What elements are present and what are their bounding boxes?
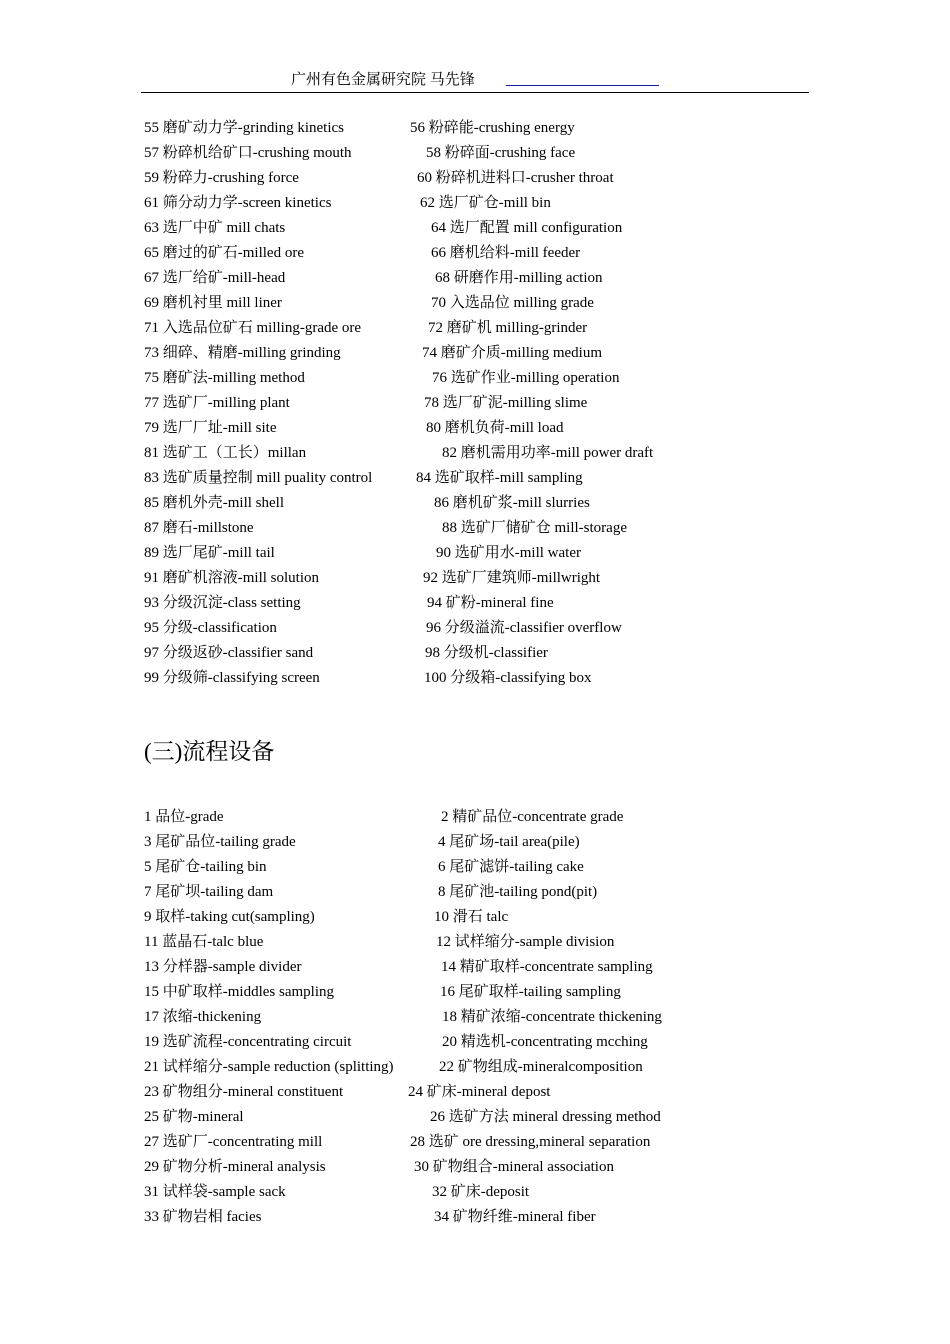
term-right: 4 尾矿场-tail area(pile)	[438, 834, 580, 850]
term-left: 29 矿物分析-mineral analysis	[144, 1159, 326, 1175]
term-right: 72 磨矿机 milling-grinder	[428, 320, 588, 336]
header-underline	[506, 85, 659, 86]
term-right: 78 选厂矿泥-milling slime	[424, 395, 588, 411]
term-right: 80 磨机负荷-mill load	[426, 420, 564, 436]
term-left: 61 筛分动力学-screen kinetics	[144, 195, 332, 211]
term-row	[0, 1030, 950, 1055]
term-left: 87 磨石-millstone	[144, 520, 254, 536]
term-right: 2 精矿品位-concentrate grade	[441, 809, 624, 825]
term-right: 68 研磨作用-milling action	[435, 270, 603, 286]
term-row	[0, 1155, 950, 1180]
term-row	[0, 391, 950, 416]
term-row	[0, 366, 950, 391]
term-row	[0, 266, 950, 291]
term-right: 84 选矿取样-mill sampling	[416, 470, 583, 486]
term-right: 8 尾矿池-tailing pond(pit)	[438, 884, 598, 900]
term-row	[0, 980, 950, 1005]
term-left: 73 细碎、精磨-milling grinding	[144, 345, 341, 361]
term-left: 63 选厂中矿 mill chats	[144, 220, 286, 236]
term-row	[0, 1055, 950, 1080]
term-right: 12 试样缩分-sample division	[436, 934, 615, 950]
term-row	[0, 466, 950, 491]
term-left: 93 分级沉淀-class setting	[144, 595, 301, 611]
term-left: 59 粉碎力-crushing force	[144, 170, 299, 186]
term-row	[0, 880, 950, 905]
term-right: 64 选厂配置 mill configuration	[431, 220, 623, 236]
term-row	[0, 241, 950, 266]
term-row	[0, 1105, 950, 1130]
term-left: 81 选矿工（工长）millan	[144, 445, 307, 461]
term-right: 26 选矿方法 mineral dressing method	[430, 1109, 661, 1125]
term-row	[0, 116, 950, 141]
term-right: 86 磨机矿浆-mill slurries	[434, 495, 590, 511]
term-right: 76 选矿作业-milling operation	[432, 370, 620, 386]
term-row	[0, 930, 950, 955]
term-left: 91 磨矿机溶液-mill solution	[144, 570, 320, 586]
term-left: 19 选矿流程-concentrating circuit	[144, 1034, 352, 1050]
term-row	[0, 1005, 950, 1030]
term-row	[0, 666, 950, 691]
term-row	[0, 830, 950, 855]
term-right: 22 矿物组成-mineralcomposition	[439, 1059, 643, 1075]
term-right: 34 矿物纤维-mineral fiber	[434, 1209, 596, 1225]
term-row	[0, 516, 950, 541]
term-right: 82 磨机需用功率-mill power draft	[442, 445, 654, 461]
term-right: 18 精矿浓缩-concentrate thickening	[442, 1009, 662, 1025]
term-left: 69 磨机衬里 mill liner	[144, 295, 282, 311]
term-right: 14 精矿取样-concentrate sampling	[441, 959, 653, 975]
term-row	[0, 191, 950, 216]
term-row	[0, 416, 950, 441]
term-left: 99 分级筛-classifying screen	[144, 670, 320, 686]
term-row	[0, 566, 950, 591]
section-title: (三)流程设备	[144, 739, 275, 764]
header-text: 广州有色金属研究院 马先锋	[291, 72, 475, 88]
term-right: 6 尾矿滤饼-tailing cake	[438, 859, 584, 875]
term-right: 94 矿粉-mineral fine	[427, 595, 554, 611]
term-right: 30 矿物组合-mineral association	[414, 1159, 614, 1175]
term-left: 11 蓝晶石-talc blue	[144, 934, 264, 950]
term-left: 23 矿物组分-mineral constituent	[144, 1084, 344, 1100]
term-right: 58 粉碎面-crushing face	[426, 145, 576, 161]
term-left: 9 取样-taking cut(sampling)	[144, 909, 315, 925]
term-left: 71 入选品位矿石 milling-grade ore	[144, 320, 362, 336]
term-left: 97 分级返砂-classifier sand	[144, 645, 314, 661]
term-row	[0, 955, 950, 980]
term-left: 89 选厂尾矿-mill tail	[144, 545, 275, 561]
term-row	[0, 316, 950, 341]
term-right: 62 选厂矿仓-mill bin	[420, 195, 551, 211]
term-right: 66 磨机给料-mill feeder	[431, 245, 581, 261]
term-row	[0, 1080, 950, 1105]
term-row	[0, 216, 950, 241]
term-left: 3 尾矿品位-tailing grade	[144, 834, 296, 850]
term-row	[0, 341, 950, 366]
term-row	[0, 641, 950, 666]
term-right: 60 粉碎机进料口-crusher throat	[417, 170, 614, 186]
term-row	[0, 805, 950, 830]
term-row	[0, 591, 950, 616]
term-right: 96 分级溢流-classifier overflow	[426, 620, 622, 636]
term-right: 90 选矿用水-mill water	[436, 545, 581, 561]
term-left: 31 试样袋-sample sack	[144, 1184, 286, 1200]
term-left: 17 浓缩-thickening	[144, 1009, 262, 1025]
term-left: 15 中矿取样-middles sampling	[144, 984, 334, 1000]
term-left: 13 分样器-sample divider	[144, 959, 302, 975]
term-row	[0, 166, 950, 191]
term-left: 83 选矿质量控制 mill puality control	[144, 470, 373, 486]
term-row	[0, 441, 950, 466]
term-right: 74 磨矿介质-milling medium	[422, 345, 602, 361]
term-right: 70 入选品位 milling grade	[431, 295, 594, 311]
term-left: 27 选矿厂-concentrating mill	[144, 1134, 323, 1150]
term-left: 25 矿物-mineral	[144, 1109, 244, 1125]
term-right: 24 矿床-mineral depost	[408, 1084, 551, 1100]
page-header	[141, 66, 809, 93]
term-row	[0, 541, 950, 566]
term-left: 85 磨机外壳-mill shell	[144, 495, 284, 511]
term-row	[0, 491, 950, 516]
term-row	[0, 855, 950, 880]
term-right: 56 粉碎能-crushing energy	[410, 120, 575, 136]
term-row	[0, 1130, 950, 1155]
term-right: 98 分级机-classifier	[425, 645, 548, 661]
term-left: 55 磨矿动力学-grinding kinetics	[144, 120, 344, 136]
term-right: 100 分级箱-classifying box	[424, 670, 592, 686]
term-left: 67 选厂给矿-mill-head	[144, 270, 286, 286]
term-right: 88 选矿厂储矿仓 mill-storage	[442, 520, 627, 536]
term-left: 1 品位-grade	[144, 809, 224, 825]
term-left: 95 分级-classification	[144, 620, 277, 636]
term-right: 92 选矿厂建筑师-millwright	[423, 570, 601, 586]
term-row	[0, 905, 950, 930]
term-left: 21 试样缩分-sample reduction (splitting)	[144, 1059, 394, 1075]
term-right: 10 滑石 talc	[434, 909, 509, 925]
term-left: 7 尾矿坝-tailing dam	[144, 884, 274, 900]
term-left: 75 磨矿法-milling method	[144, 370, 305, 386]
term-right: 32 矿床-deposit	[432, 1184, 530, 1200]
term-left: 77 选矿厂-milling plant	[144, 395, 290, 411]
term-row	[0, 291, 950, 316]
term-right: 20 精选机-concentrating mcching	[442, 1034, 648, 1050]
term-left: 5 尾矿仓-tailing bin	[144, 859, 267, 875]
term-left: 57 粉碎机给矿口-crushing mouth	[144, 145, 352, 161]
term-left: 79 选厂厂址-mill site	[144, 420, 277, 436]
term-row	[0, 616, 950, 641]
term-row	[0, 1180, 950, 1205]
term-left: 33 矿物岩相 facies	[144, 1209, 262, 1225]
term-right: 16 尾矿取样-tailing sampling	[440, 984, 621, 1000]
term-right: 28 选矿 ore dressing,mineral separation	[410, 1134, 651, 1150]
term-left: 65 磨过的矿石-milled ore	[144, 245, 304, 261]
term-row	[0, 141, 950, 166]
term-row	[0, 1205, 950, 1230]
